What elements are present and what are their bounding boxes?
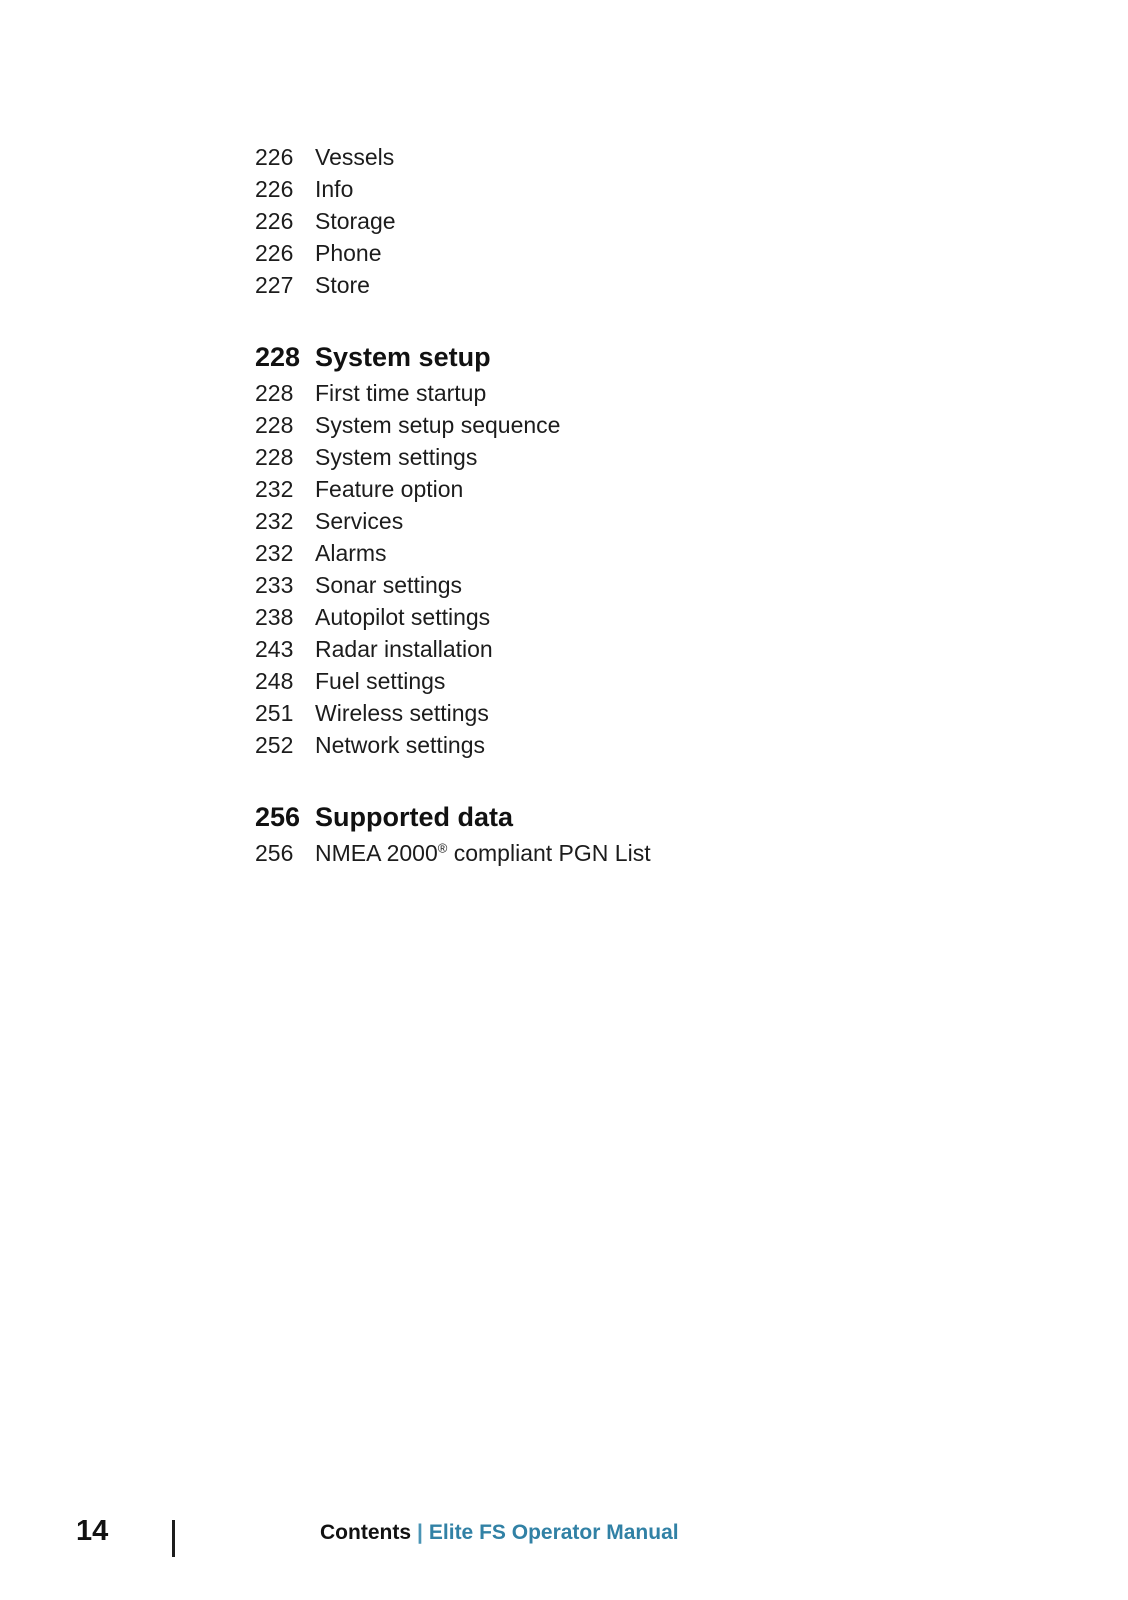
toc-entry (255, 697, 955, 729)
toc-entry (255, 237, 955, 269)
toc-page-number: 226 (255, 240, 294, 266)
toc-entry-label: Phone (315, 240, 382, 266)
page-number: 14 (76, 1515, 109, 1547)
toc-page-number: 226 (255, 144, 294, 170)
toc-entry (255, 409, 955, 441)
toc-page-number: 228 (255, 380, 294, 406)
toc-page-number: 232 (255, 476, 294, 502)
footer-divider-bar (172, 1520, 175, 1557)
toc-entry-label: Autopilot settings (315, 604, 491, 630)
footer-running-title (320, 1521, 679, 1545)
registered-trademark-symbol: ® (437, 840, 448, 856)
toc-section-heading (255, 337, 955, 377)
toc-entry-label: Store (315, 272, 370, 298)
toc-entry-label: Services (315, 508, 404, 534)
toc-entry-label: Radar installation (315, 636, 493, 662)
toc-section-heading (255, 797, 955, 837)
toc-page-number: 252 (255, 732, 294, 758)
toc-page-number: 226 (255, 208, 294, 234)
toc-entry-label: First time startup (315, 380, 487, 406)
toc-entry (255, 269, 955, 301)
toc-entry (255, 441, 955, 473)
toc-heading-label: Supported data (315, 802, 514, 832)
footer-divider-glyph: | (417, 1521, 423, 1544)
toc-entry-label: System settings (315, 444, 478, 470)
toc-entry-label: Sonar settings (315, 572, 463, 598)
toc-entry (255, 537, 955, 569)
toc-entry (255, 729, 955, 761)
toc-entry (255, 141, 955, 173)
toc-entry-label: Storage (315, 208, 396, 234)
footer-section-name: Contents (320, 1521, 411, 1544)
toc-entry (255, 173, 955, 205)
toc-entry (255, 665, 955, 697)
toc-entry (255, 601, 955, 633)
toc-page-number: 233 (255, 572, 294, 598)
toc-entry (255, 505, 955, 537)
toc-entry-label: Alarms (315, 540, 387, 566)
toc-entry-label (315, 837, 955, 869)
toc-page-number: 232 (255, 508, 294, 534)
toc-entry (255, 473, 955, 505)
toc-page-number: 227 (255, 272, 294, 298)
toc-entry (255, 633, 955, 665)
toc-entry-label: Vessels (315, 144, 395, 170)
toc-page-number: 232 (255, 540, 294, 566)
toc-entry-label: Wireless settings (315, 700, 489, 726)
toc-heading-page-number: 256 (255, 802, 301, 832)
footer-manual-title: Elite FS Operator Manual (428, 1521, 679, 1544)
toc-entry-label-post: compliant PGN List (447, 840, 651, 866)
toc-entry (255, 837, 955, 869)
toc-page-number: 228 (255, 444, 294, 470)
toc-page-number: 228 (255, 412, 294, 438)
toc-entry-label: Info (315, 176, 354, 202)
toc-page-number: 248 (255, 668, 294, 694)
toc-page-number: 243 (255, 636, 294, 662)
toc-entry-label-pre: NMEA 2000 (315, 840, 438, 866)
toc-entry (255, 377, 955, 409)
toc-entry (255, 569, 955, 601)
table-of-contents (255, 141, 955, 869)
toc-page-number: 226 (255, 176, 294, 202)
toc-heading-label: System setup (315, 342, 491, 372)
toc-page-number: 256 (255, 840, 294, 866)
toc-entry-label: Network settings (315, 732, 486, 758)
toc-heading-page-number: 228 (255, 342, 301, 372)
toc-entry (255, 205, 955, 237)
toc-page-number: 251 (255, 700, 294, 726)
toc-entry-label: System setup sequence (315, 412, 561, 438)
toc-entry-label: Feature option (315, 476, 464, 502)
toc-page-number: 238 (255, 604, 294, 630)
toc-entry-label: Fuel settings (315, 668, 446, 694)
